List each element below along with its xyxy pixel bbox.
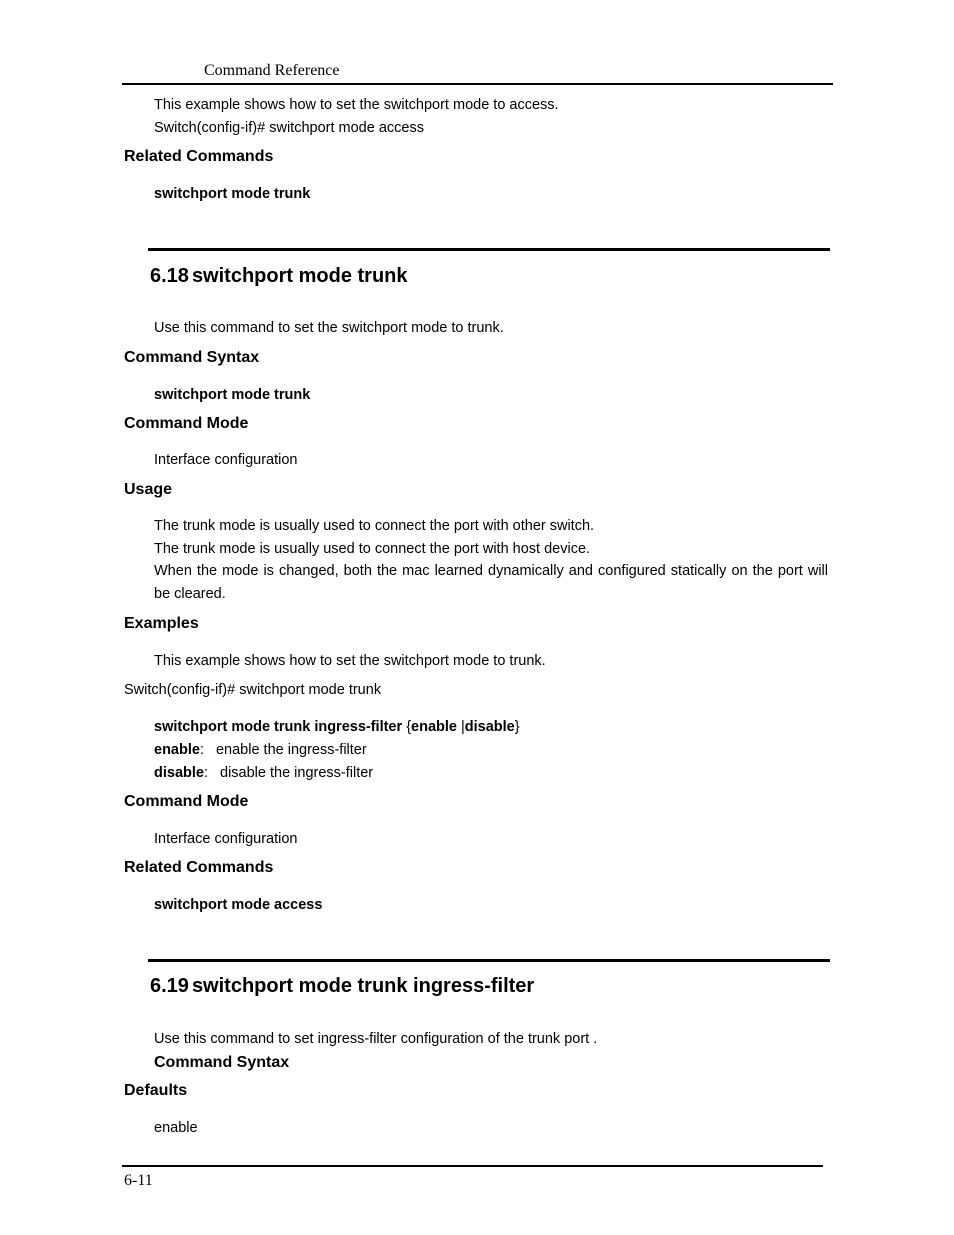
command-mode-value: Interface configuration (154, 452, 298, 468)
section-heading-6-18 (150, 265, 408, 288)
parameter-colon: : (199, 742, 204, 758)
usage-line: The trunk mode is usually used to connect the port with host device. (154, 541, 591, 557)
page-number: 6-11 (124, 1172, 153, 1189)
option-enable: enable (411, 719, 457, 735)
command-mode-heading: Command Mode (124, 793, 249, 810)
syntax-command: switchport mode trunk (154, 387, 311, 403)
example-code: Switch(config-if)# switchport mode trunk (124, 682, 382, 698)
syntax-line (154, 719, 520, 735)
brace-open: { (406, 719, 412, 735)
parameter-name: enable (154, 742, 200, 758)
separator: | (461, 719, 465, 735)
section-title: switchport mode trunk ingress-filter (191, 975, 535, 997)
usage-line: The trunk mode is usually used to connect the port with other switch. (154, 518, 595, 534)
brace-close: } (514, 719, 520, 735)
examples-heading: Examples (124, 615, 199, 632)
section-rule (148, 959, 830, 962)
command-mode-value: Interface configuration (154, 831, 298, 847)
syntax-command: switchport mode trunk ingress-filter (154, 719, 403, 735)
example-text: This example shows how to set the switchport mode to access. (154, 97, 559, 113)
related-commands-heading: Related Commands (124, 148, 274, 165)
option-disable: disable (464, 719, 515, 735)
parameter-row (154, 765, 373, 781)
command-syntax-heading: Command Syntax (124, 349, 260, 366)
section-intro: Use this command to set the switchport mode to trunk. (154, 320, 504, 336)
related-commands-heading: Related Commands (124, 859, 274, 876)
command-mode-heading: Command Mode (124, 415, 249, 432)
footer-rule (122, 1165, 823, 1167)
defaults-heading: Defaults (124, 1082, 188, 1099)
section-number: 6.18 (150, 265, 189, 287)
example-code: Switch(config-if)# switchport mode access (154, 120, 424, 136)
section-intro: Use this command to set ingress-filter configuration of the trunk port . (154, 1031, 598, 1047)
related-command: switchport mode trunk (154, 186, 311, 202)
example-text: This example shows how to set the switchport mode to trunk. (154, 653, 546, 669)
command-syntax-heading: Command Syntax (154, 1054, 290, 1071)
parameter-desc: enable the ingress-filter (215, 742, 367, 758)
header-rule (122, 83, 833, 85)
section-number: 6.19 (150, 975, 189, 997)
related-command: switchport mode access (154, 897, 323, 913)
parameter-desc: disable the ingress-filter (220, 765, 374, 781)
parameter-row (154, 742, 367, 758)
parameter-colon: : (203, 765, 208, 781)
usage-paragraph: When the mode is changed, both the mac learned dynamically and configured statically on the port will be cleared. (154, 563, 828, 602)
section-rule (148, 248, 830, 251)
usage-heading: Usage (124, 481, 173, 498)
defaults-value: enable (154, 1120, 198, 1136)
section-title: switchport mode trunk (191, 265, 408, 287)
parameter-name: disable (154, 765, 204, 781)
running-header: Command Reference (204, 62, 340, 79)
section-heading-6-19 (150, 975, 534, 998)
